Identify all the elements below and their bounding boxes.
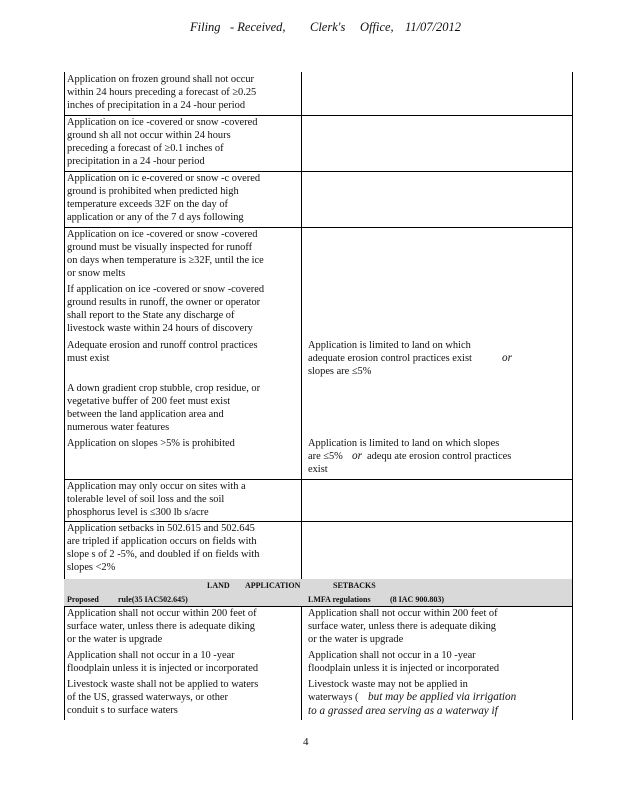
header-clerks: Clerk's	[310, 20, 346, 34]
text-line: Adequate erosion and runoff control practices	[67, 340, 258, 351]
row-divider	[64, 171, 572, 172]
text-line: or the water is upgrade	[67, 634, 163, 645]
text-line: surface water, unless there is adequate diking	[308, 621, 496, 632]
text-line: A down gradient crop stubble, crop residue, or	[67, 383, 261, 394]
text-line: on days when temperature is ≥32F, until the ice	[67, 255, 264, 266]
text-line: waterways (	[308, 692, 359, 703]
text-line: ground sh all not occur within 24 hours	[67, 130, 231, 141]
text-line: ground is prohibited when predicted high	[67, 186, 239, 197]
text-line: inches of precipitation in a 24 -hour period	[67, 100, 246, 111]
row-divider	[64, 479, 572, 480]
text-line: vegetative buffer of 200 feet must exist	[67, 396, 231, 407]
text-line: Application on ic e-covered or snow -c overed	[67, 173, 261, 184]
text-line: Application on frozen ground shall not occur	[67, 74, 254, 85]
text-line: or snow melts	[67, 268, 126, 279]
row-divider	[64, 227, 572, 228]
filing-header	[0, 20, 618, 40]
text-line: slope s of 2 -5%, and doubled if on fields with	[67, 549, 260, 560]
header-office: Office,	[360, 20, 394, 34]
text-line: precipitation in a 24 -hour period	[67, 156, 205, 167]
text-line: Application is limited to land on which slopes	[308, 438, 500, 449]
table-right-border	[572, 72, 573, 720]
text-line: Application may only occur on sites with a	[67, 481, 246, 492]
text-line: shall report to the State any discharge of	[67, 310, 235, 321]
header-date: 11/07/2012	[405, 20, 462, 34]
emphasis-or: or	[502, 352, 512, 364]
emphasis-text: but may be applied via irrigation	[368, 691, 517, 703]
text-line: adequate erosion control practices exist	[308, 353, 472, 364]
text-line: numerous water features	[67, 422, 170, 433]
row-divider	[64, 115, 572, 116]
text-line: are tripled if application occurs on fields with	[67, 536, 257, 547]
text-line: or the water is upgrade	[308, 634, 404, 645]
text-line: floodplain unless it is injected or incorporated	[308, 663, 500, 674]
band-iac-ref: (8 IAC 900.803)	[390, 595, 444, 604]
text-line: must exist	[67, 353, 110, 364]
header-received: - Received,	[230, 20, 286, 34]
text-line: temperature exceeds 32F on the day of	[67, 199, 228, 210]
text-line: Application is limited to land on which	[308, 340, 471, 351]
band-rule-ref: rule(35 IAC502.645)	[118, 595, 188, 604]
table-mid-border	[301, 72, 302, 720]
text-line: Livestock waste may not be applied in	[308, 679, 468, 690]
text-line: exist	[308, 464, 328, 475]
band-lmfa: LMFA regulations	[308, 595, 371, 604]
text-line: If application on ice -covered or snow -covered	[67, 284, 265, 295]
text-line: Application on ice -covered or snow -covered	[67, 117, 258, 128]
header-filing: Filing	[190, 20, 221, 34]
text-line: livestock waste within 24 hours of discovery	[67, 323, 253, 334]
band-proposed: Proposed	[67, 595, 99, 604]
page-number: 4	[303, 736, 309, 748]
text-line: within 24 hours preceding a forecast of ≥0.25	[67, 87, 257, 98]
text-line: surface water, unless there is adequate diking	[67, 621, 255, 632]
text-line: Application on ice -covered or snow -covered	[67, 229, 258, 240]
text-line: phosphorus level is ≤300 lb s/acre	[67, 507, 209, 518]
text-line: conduit s to surface waters	[67, 705, 178, 716]
band-setbacks: SETBACKS	[333, 581, 376, 590]
text-line: Application shall not occur in a 10 -year	[308, 650, 476, 661]
emphasis-text: to a grassed area serving as a waterway if	[308, 705, 498, 717]
text-line: of the US, grassed waterways, or other	[67, 692, 229, 703]
text-line: Application shall not occur in a 10 -year	[67, 650, 235, 661]
text-line: ground must be visually inspected for runoff	[67, 242, 253, 253]
text-line: application or any of the 7 d ays following	[67, 212, 244, 223]
text-line: floodplain unless it is injected or incorporated	[67, 663, 259, 674]
text-line: Livestock waste shall not be applied to waters	[67, 679, 259, 690]
emphasis-or: or	[352, 450, 362, 462]
text-line: Application setbacks in 502.615 and 502.645	[67, 523, 255, 534]
text-line: tolerable level of soil loss and the soil	[67, 494, 225, 505]
text-line: Application on slopes >5% is prohibited	[67, 438, 235, 449]
row-divider	[64, 606, 572, 607]
text-line: between the land application area and	[67, 409, 224, 420]
table-left-border	[64, 72, 65, 720]
text-line: are ≤5%	[308, 451, 343, 462]
band-application: APPLICATION	[245, 581, 301, 590]
text-line: slopes are ≤5%	[308, 366, 372, 377]
text-line: Application shall not occur within 200 feet of	[308, 608, 498, 619]
text-line: preceding a forecast of ≥0.1 inches of	[67, 143, 224, 154]
row-divider	[64, 521, 572, 522]
text-line: slopes <2%	[67, 562, 116, 573]
text-line: ground results in runoff, the owner or operator	[67, 297, 261, 308]
text-line: Application shall not occur within 200 feet of	[67, 608, 257, 619]
band-land: LAND	[207, 581, 230, 590]
text-line: adequ ate erosion control practices	[367, 451, 512, 462]
